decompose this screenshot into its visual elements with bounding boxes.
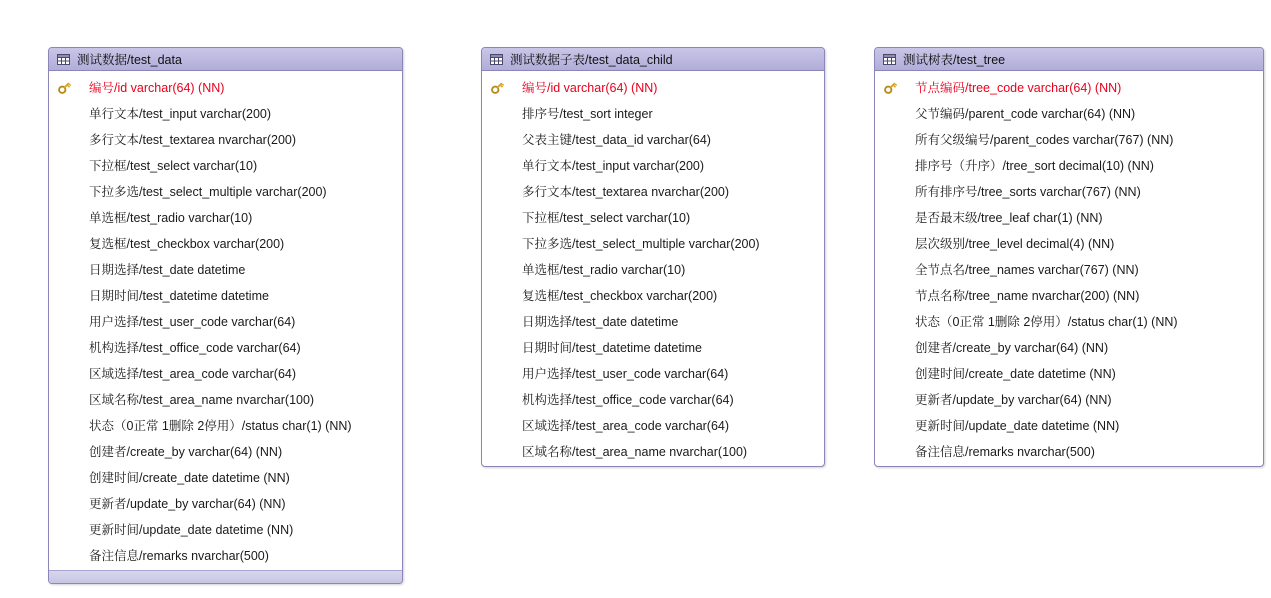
entity-header-test_data[interactable] (49, 48, 402, 71)
attribute-row[interactable] (49, 178, 402, 204)
attribute-row[interactable] (482, 126, 824, 152)
attribute-row[interactable] (482, 334, 824, 360)
primary-key-icon (490, 80, 505, 95)
attribute-label: 复选框/test_checkbox varchar(200) (89, 237, 285, 251)
attribute-row[interactable] (482, 152, 824, 178)
attribute-row[interactable] (875, 100, 1263, 126)
attribute-list (875, 71, 1263, 466)
attribute-label: 单选框/test_radio varchar(10) (522, 263, 686, 277)
attribute-label: 更新者/update_by varchar(64) (NN) (915, 393, 1112, 407)
attribute-row[interactable] (482, 386, 824, 412)
attribute-row[interactable] (49, 360, 402, 386)
attribute-label: 区域名称/test_area_name nvarchar(100) (89, 393, 315, 407)
attribute-label: 复选框/test_checkbox varchar(200) (522, 289, 718, 303)
attribute-row[interactable] (875, 230, 1263, 256)
attribute-row[interactable] (875, 412, 1263, 438)
attribute-row[interactable] (49, 74, 402, 100)
attribute-row[interactable] (49, 438, 402, 464)
attribute-row[interactable] (49, 386, 402, 412)
attribute-label: 日期选择/test_date datetime (89, 263, 246, 277)
attribute-label: 下拉多选/test_select_multiple varchar(200) (89, 185, 327, 199)
attribute-label: 日期时间/test_datetime datetime (89, 289, 269, 303)
attribute-row[interactable] (482, 100, 824, 126)
attribute-label: 下拉多选/test_select_multiple varchar(200) (522, 237, 760, 251)
attribute-row[interactable] (875, 74, 1263, 100)
attribute-row[interactable] (482, 360, 824, 386)
attribute-row[interactable] (875, 204, 1263, 230)
attribute-label: 区域选择/test_area_code varchar(64) (522, 419, 730, 433)
attribute-row[interactable] (49, 100, 402, 126)
entity-header-test_tree[interactable] (875, 48, 1263, 71)
entity-footer (49, 570, 402, 583)
attribute-list (482, 71, 824, 466)
attribute-row[interactable] (49, 204, 402, 230)
attribute-row[interactable] (875, 386, 1263, 412)
attribute-label: 更新时间/update_date datetime (NN) (915, 419, 1120, 433)
attribute-row[interactable] (482, 282, 824, 308)
attribute-label: 更新者/update_by varchar(64) (NN) (89, 497, 286, 511)
attribute-row[interactable] (49, 126, 402, 152)
attribute-label: 机构选择/test_office_code varchar(64) (89, 341, 301, 355)
attribute-row[interactable] (482, 230, 824, 256)
attribute-label: 单行文本/test_input varchar(200) (522, 159, 705, 173)
attribute-label: 排序号（升序）/tree_sort decimal(10) (NN) (915, 159, 1154, 173)
entity-title: 测试树表/test_tree (903, 53, 1006, 67)
attribute-row[interactable] (875, 152, 1263, 178)
attribute-label: 区域名称/test_area_name nvarchar(100) (522, 445, 748, 459)
attribute-label: 备注信息/remarks nvarchar(500) (89, 549, 269, 563)
attribute-row[interactable] (875, 308, 1263, 334)
attribute-label: 是否最末级/tree_leaf char(1) (NN) (915, 211, 1103, 225)
attribute-label: 备注信息/remarks nvarchar(500) (915, 445, 1095, 459)
attribute-label: 节点编码/tree_code varchar(64) (NN) (915, 81, 1122, 95)
attribute-row[interactable] (482, 438, 824, 464)
attribute-label: 状态（0正常 1删除 2停用）/status char(1) (NN) (915, 315, 1178, 329)
attribute-row[interactable] (49, 152, 402, 178)
attribute-row[interactable] (482, 412, 824, 438)
attribute-label: 父表主键/test_data_id varchar(64) (522, 133, 711, 147)
attribute-label: 全节点名/tree_names varchar(767) (NN) (915, 263, 1139, 277)
attribute-label: 编号/id varchar(64) (NN) (522, 81, 658, 95)
attribute-label: 节点名称/tree_name nvarchar(200) (NN) (915, 289, 1140, 303)
attribute-row[interactable] (49, 542, 402, 568)
attribute-label: 下拉框/test_select varchar(10) (89, 159, 258, 173)
attribute-label: 创建时间/create_date datetime (NN) (89, 471, 290, 485)
attribute-row[interactable] (875, 438, 1263, 464)
entity-title: 测试数据子表/test_data_child (510, 53, 673, 67)
attribute-row[interactable] (482, 178, 824, 204)
attribute-list (49, 71, 402, 570)
attribute-label: 机构选择/test_office_code varchar(64) (522, 393, 734, 407)
entity-test_data[interactable] (48, 47, 403, 584)
table-icon (490, 54, 503, 65)
attribute-label: 创建时间/create_date datetime (NN) (915, 367, 1116, 381)
attribute-label: 状态（0正常 1删除 2停用）/status char(1) (NN) (89, 419, 352, 433)
attribute-label: 父节编码/parent_code varchar(64) (NN) (915, 107, 1136, 121)
attribute-row[interactable] (875, 334, 1263, 360)
entity-header-test_data_child[interactable] (482, 48, 824, 71)
table-icon (57, 54, 70, 65)
attribute-key-slot (883, 80, 915, 95)
attribute-label: 单行文本/test_input varchar(200) (89, 107, 272, 121)
attribute-row[interactable] (482, 256, 824, 282)
attribute-label: 多行文本/test_textarea nvarchar(200) (522, 185, 730, 199)
attribute-row[interactable] (875, 360, 1263, 386)
attribute-label: 日期时间/test_datetime datetime (522, 341, 702, 355)
attribute-row[interactable] (482, 204, 824, 230)
attribute-label: 所有排序号/tree_sorts varchar(767) (NN) (915, 185, 1141, 199)
attribute-label: 排序号/test_sort integer (522, 107, 653, 121)
attribute-label: 下拉框/test_select varchar(10) (522, 211, 691, 225)
attribute-label: 所有父级编号/parent_codes varchar(767) (NN) (915, 133, 1174, 147)
attribute-key-slot (57, 80, 89, 95)
entity-test_tree[interactable] (874, 47, 1264, 467)
attribute-label: 编号/id varchar(64) (NN) (89, 81, 225, 95)
attribute-row[interactable] (875, 282, 1263, 308)
attribute-label: 更新时间/update_date datetime (NN) (89, 523, 294, 537)
attribute-label: 用户选择/test_user_code varchar(64) (89, 315, 296, 329)
attribute-row[interactable] (49, 282, 402, 308)
attribute-label: 层次级别/tree_level decimal(4) (NN) (915, 237, 1115, 251)
attribute-row[interactable] (49, 230, 402, 256)
attribute-label: 多行文本/test_textarea nvarchar(200) (89, 133, 297, 147)
attribute-row[interactable] (875, 126, 1263, 152)
entity-title: 测试数据/test_data (77, 53, 182, 67)
attribute-label: 区域选择/test_area_code varchar(64) (89, 367, 297, 381)
attribute-row[interactable] (875, 178, 1263, 204)
table-icon (883, 54, 896, 65)
attribute-key-slot (490, 80, 522, 95)
attribute-row[interactable] (49, 334, 402, 360)
primary-key-icon (883, 80, 898, 95)
attribute-label: 创建者/create_by varchar(64) (NN) (89, 445, 283, 459)
attribute-row[interactable] (49, 516, 402, 542)
attribute-label: 用户选择/test_user_code varchar(64) (522, 367, 729, 381)
attribute-row[interactable] (49, 490, 402, 516)
attribute-label: 单选框/test_radio varchar(10) (89, 211, 253, 225)
attribute-row[interactable] (49, 464, 402, 490)
attribute-row[interactable] (49, 256, 402, 282)
attribute-row[interactable] (875, 256, 1263, 282)
entity-test_data_child[interactable] (481, 47, 825, 467)
primary-key-icon (57, 80, 72, 95)
attribute-row[interactable] (49, 308, 402, 334)
attribute-row[interactable] (482, 74, 824, 100)
attribute-label: 日期选择/test_date datetime (522, 315, 679, 329)
attribute-label: 创建者/create_by varchar(64) (NN) (915, 341, 1109, 355)
attribute-row[interactable] (49, 412, 402, 438)
attribute-row[interactable] (482, 308, 824, 334)
